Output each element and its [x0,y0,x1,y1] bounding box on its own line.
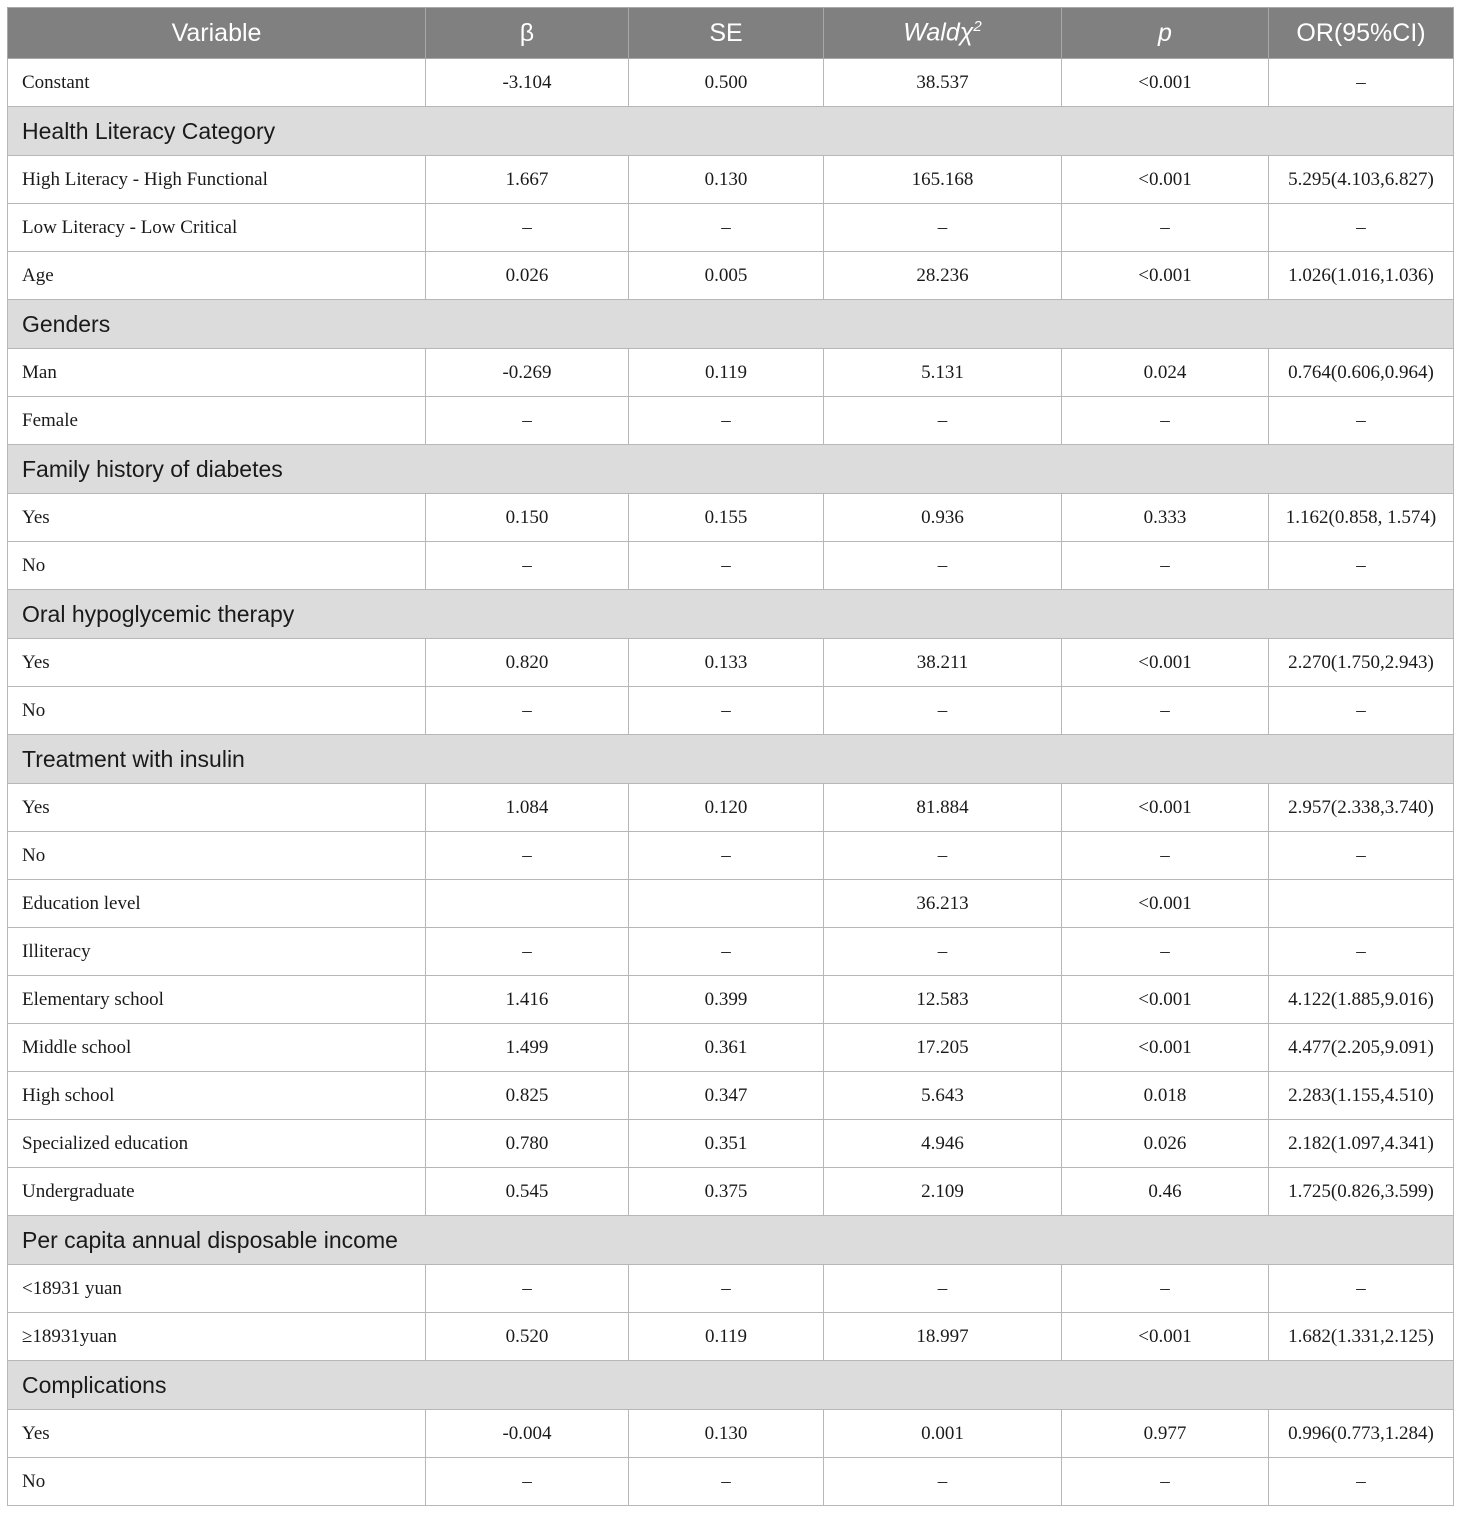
cell-p: <0.001 [1062,156,1269,204]
table-row [8,1024,1454,1072]
row-label: Constant [8,59,426,107]
cell-wald: – [824,687,1062,735]
cell-p: – [1062,928,1269,976]
cell-beta: 0.780 [426,1120,629,1168]
cell-p: 0.46 [1062,1168,1269,1216]
cell-p: <0.001 [1062,880,1269,928]
cell-or: 1.725(0.826,3.599) [1269,1168,1454,1216]
table-row [8,1072,1454,1120]
cell-se [629,880,824,928]
cell-se: – [629,928,824,976]
table-row [8,1265,1454,1313]
section-row [8,1216,1454,1265]
cell-se: 0.399 [629,976,824,1024]
cell-beta: 0.026 [426,252,629,300]
header-p [1062,8,1269,59]
row-label: Illiteracy [8,928,426,976]
cell-se: 0.347 [629,1072,824,1120]
cell-beta: 0.520 [426,1313,629,1361]
table-row [8,1120,1454,1168]
row-label: High school [8,1072,426,1120]
cell-beta: -0.004 [426,1410,629,1458]
cell-wald: 2.109 [824,1168,1062,1216]
row-label: Female [8,397,426,445]
cell-or: – [1269,687,1454,735]
table-row [8,832,1454,880]
cell-beta: – [426,397,629,445]
cell-wald: 5.643 [824,1072,1062,1120]
cell-se: 0.133 [629,639,824,687]
table-row [8,1410,1454,1458]
header-variable: Variable [8,8,426,59]
cell-or: 2.957(2.338,3.740) [1269,784,1454,832]
cell-se: 0.120 [629,784,824,832]
cell-se: 0.500 [629,59,824,107]
cell-beta: – [426,928,629,976]
cell-wald: 81.884 [824,784,1062,832]
table-row [8,1168,1454,1216]
cell-wald: – [824,204,1062,252]
row-label: Middle school [8,1024,426,1072]
section-label: Family history of diabetes [8,445,1454,494]
row-label: Undergraduate [8,1168,426,1216]
table-row [8,397,1454,445]
cell-wald: 5.131 [824,349,1062,397]
cell-wald: 38.211 [824,639,1062,687]
cell-or: – [1269,1458,1454,1506]
cell-se: 0.005 [629,252,824,300]
table-header-row [8,8,1454,59]
cell-beta: – [426,687,629,735]
header-se: SE [629,8,824,59]
row-label: No [8,542,426,590]
cell-p: 0.333 [1062,494,1269,542]
cell-or: 0.996(0.773,1.284) [1269,1410,1454,1458]
cell-p: – [1062,832,1269,880]
row-label: Yes [8,1410,426,1458]
cell-p: <0.001 [1062,639,1269,687]
section-label: Complications [8,1361,1454,1410]
cell-se: – [629,832,824,880]
cell-or: 1.162(0.858, 1.574) [1269,494,1454,542]
cell-p: <0.001 [1062,1313,1269,1361]
cell-p: <0.001 [1062,1024,1269,1072]
table-row [8,252,1454,300]
section-row [8,300,1454,349]
cell-wald: – [824,397,1062,445]
cell-se: – [629,397,824,445]
cell-or: 1.682(1.331,2.125) [1269,1313,1454,1361]
cell-beta: – [426,832,629,880]
cell-or: 2.182(1.097,4.341) [1269,1120,1454,1168]
cell-p: – [1062,1458,1269,1506]
regression-table-container [7,7,1453,1506]
cell-p: – [1062,687,1269,735]
cell-or: – [1269,928,1454,976]
table-row [8,928,1454,976]
row-label: Yes [8,639,426,687]
cell-beta: 1.499 [426,1024,629,1072]
section-label: Oral hypoglycemic therapy [8,590,1454,639]
row-label: Man [8,349,426,397]
section-row [8,107,1454,156]
table-row [8,687,1454,735]
table-row [8,494,1454,542]
cell-wald: 38.537 [824,59,1062,107]
cell-or: 4.477(2.205,9.091) [1269,1024,1454,1072]
cell-beta: – [426,1458,629,1506]
table-row [8,1313,1454,1361]
cell-or: – [1269,832,1454,880]
cell-p: 0.024 [1062,349,1269,397]
cell-se: 0.130 [629,156,824,204]
cell-beta: 0.545 [426,1168,629,1216]
table-row [8,542,1454,590]
cell-se: 0.361 [629,1024,824,1072]
row-label: Specialized education [8,1120,426,1168]
row-label: No [8,1458,426,1506]
cell-se: – [629,1265,824,1313]
section-row [8,735,1454,784]
cell-p: <0.001 [1062,252,1269,300]
header-wald-chi: χ [959,18,974,47]
cell-beta: -3.104 [426,59,629,107]
cell-se: – [629,542,824,590]
cell-se: 0.119 [629,1313,824,1361]
header-or: OR(95%CI) [1269,8,1454,59]
section-label: Treatment with insulin [8,735,1454,784]
regression-table [7,7,1454,1506]
cell-beta [426,880,629,928]
row-label: Elementary school [8,976,426,1024]
cell-beta: 0.825 [426,1072,629,1120]
cell-beta: – [426,1265,629,1313]
section-row [8,1361,1454,1410]
cell-wald: – [824,928,1062,976]
cell-se: – [629,1458,824,1506]
cell-wald: 36.213 [824,880,1062,928]
cell-wald: – [824,1458,1062,1506]
cell-p: 0.977 [1062,1410,1269,1458]
row-label: Age [8,252,426,300]
cell-or: 5.295(4.103,6.827) [1269,156,1454,204]
header-p-text: p [1158,18,1172,47]
cell-beta: – [426,204,629,252]
cell-se: 0.119 [629,349,824,397]
cell-beta: 1.667 [426,156,629,204]
cell-or: 0.764(0.606,0.964) [1269,349,1454,397]
cell-or: 2.283(1.155,4.510) [1269,1072,1454,1120]
section-label: Genders [8,300,1454,349]
cell-wald: 4.946 [824,1120,1062,1168]
header-wald [824,8,1062,59]
cell-beta: 1.416 [426,976,629,1024]
header-wald-text: Wald [903,18,960,47]
table-row [8,349,1454,397]
cell-wald: 28.236 [824,252,1062,300]
header-beta: β [426,8,629,59]
cell-p: – [1062,397,1269,445]
row-label: Yes [8,784,426,832]
cell-wald: – [824,832,1062,880]
cell-or [1269,880,1454,928]
cell-p: – [1062,1265,1269,1313]
cell-se: – [629,687,824,735]
row-label: No [8,832,426,880]
section-row [8,590,1454,639]
cell-se: 0.375 [629,1168,824,1216]
cell-or: – [1269,59,1454,107]
section-label: Per capita annual disposable income [8,1216,1454,1265]
table-row [8,1458,1454,1506]
row-label: Low Literacy - Low Critical [8,204,426,252]
table-row [8,639,1454,687]
cell-se: 0.155 [629,494,824,542]
cell-or: 4.122(1.885,9.016) [1269,976,1454,1024]
cell-or: – [1269,397,1454,445]
cell-wald: 17.205 [824,1024,1062,1072]
table-row [8,204,1454,252]
table-body [8,59,1454,1506]
table-row [8,880,1454,928]
cell-p: <0.001 [1062,784,1269,832]
table-row [8,156,1454,204]
row-label: Yes [8,494,426,542]
cell-or: 1.026(1.016,1.036) [1269,252,1454,300]
table-row [8,976,1454,1024]
cell-or: – [1269,542,1454,590]
cell-or: 2.270(1.750,2.943) [1269,639,1454,687]
table-row [8,784,1454,832]
cell-wald: 165.168 [824,156,1062,204]
cell-wald: 0.936 [824,494,1062,542]
cell-p: 0.018 [1062,1072,1269,1120]
cell-wald: 18.997 [824,1313,1062,1361]
row-label: <18931 yuan [8,1265,426,1313]
cell-beta: 0.150 [426,494,629,542]
cell-beta: 1.084 [426,784,629,832]
header-wald-sup: 2 [973,18,982,36]
cell-beta: -0.269 [426,349,629,397]
cell-p: – [1062,542,1269,590]
cell-se: – [629,204,824,252]
cell-beta: 0.820 [426,639,629,687]
cell-p: <0.001 [1062,976,1269,1024]
cell-se: 0.130 [629,1410,824,1458]
cell-or: – [1269,204,1454,252]
cell-beta: – [426,542,629,590]
cell-se: 0.351 [629,1120,824,1168]
cell-p: – [1062,204,1269,252]
section-row [8,445,1454,494]
cell-p: 0.026 [1062,1120,1269,1168]
cell-wald: 12.583 [824,976,1062,1024]
row-label: Education level [8,880,426,928]
row-label: High Literacy - High Functional [8,156,426,204]
cell-wald: 0.001 [824,1410,1062,1458]
section-label: Health Literacy Category [8,107,1454,156]
cell-wald: – [824,542,1062,590]
row-label: ≥18931yuan [8,1313,426,1361]
cell-p: <0.001 [1062,59,1269,107]
row-label: No [8,687,426,735]
cell-or: – [1269,1265,1454,1313]
cell-wald: – [824,1265,1062,1313]
table-row [8,59,1454,107]
